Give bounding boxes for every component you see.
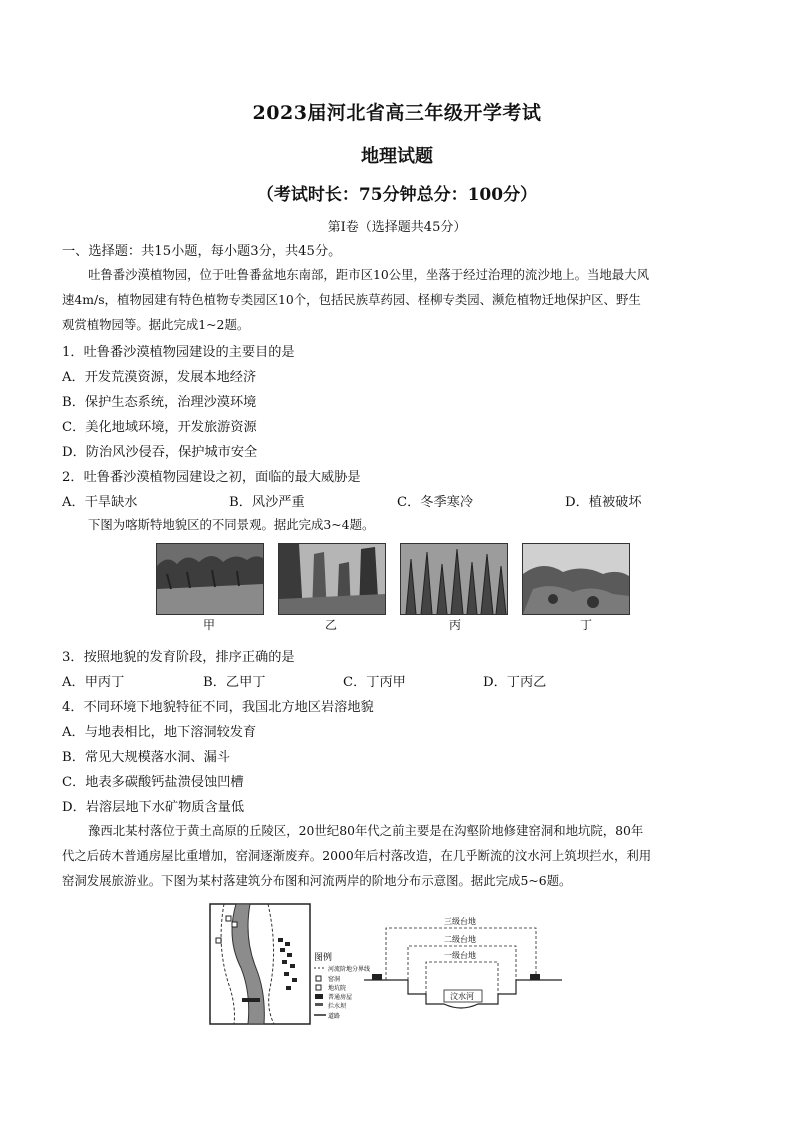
legend-item-dikengyuan: 地坑院 <box>328 986 347 992</box>
terrace-3-label: 三级台地 <box>444 917 476 926</box>
question-4-option-c[interactable]: C．地表多碳酸钙盐溃侵蚀凹槽 <box>62 775 244 790</box>
legend-item-yaodong: 窑洞 <box>328 977 341 983</box>
karst-photo-yi <box>278 543 386 615</box>
question-3-option-c[interactable]: C．丁丙甲 <box>343 675 406 690</box>
village-figure <box>186 898 606 1026</box>
question-1-stem: 1．吐鲁番沙漠植物园建设的主要目的是 <box>62 345 295 360</box>
question-3-option-d[interactable]: D．丁丙乙 <box>483 675 547 690</box>
legend-item-dam: 拦水坝 <box>328 1004 347 1010</box>
legend-dikengyuan-swatch <box>316 985 321 990</box>
photo-label-bing: 丙 <box>449 618 462 632</box>
passage-2: 下图为喀斯特地貌区的不同景观。据此完成3~4题。 <box>88 517 375 532</box>
question-3-option-b[interactable]: B．乙甲丁 <box>203 675 266 690</box>
exam-title: 2023届河北省高三年级开学考试 <box>252 102 542 124</box>
karst-photo-jia <box>156 543 264 615</box>
karst-photo-ding <box>522 543 630 615</box>
exam-meta: （考试时长：75分钟总分：100分） <box>256 185 538 205</box>
question-3-stem: 3．按照地貌的发育阶段，排序正确的是 <box>62 650 295 665</box>
river-label: 汶水河 <box>450 992 474 1001</box>
passage-1-line-3: 观赏植物园等。据此完成1~2题。 <box>62 317 250 332</box>
terrace-house-right <box>530 974 540 980</box>
photo-label-jia: 甲 <box>203 618 216 632</box>
legend-item-road: 道路 <box>328 1014 341 1020</box>
question-4-stem: 4．不同环境下地貌特征不同，我国北方地区岩溶地貌 <box>62 700 374 715</box>
legend-item-boundary: 河流阶地分界线 <box>328 967 371 973</box>
passage-3-line-1: 豫西北某村落位于黄土高原的丘陵区，20世纪80年代之前主要是在沟壑阶地修建窑洞和地坑院，80年 <box>88 823 644 838</box>
terrace-house-left <box>372 974 382 980</box>
question-1-option-b[interactable]: B．保护生态系统，治理沙漠环境 <box>62 395 257 410</box>
passage-1-line-2: 速4m/s，植物园建有特色植物专类园区10个，包括民族草药园、柽柳专类园、濒危植物迁地保护区、野生 <box>62 292 641 307</box>
question-4-option-d[interactable]: D．岩溶层地下水矿物质含量低 <box>62 800 245 815</box>
village-figure-svg <box>186 898 606 1026</box>
terrace-1-label: 一级台地 <box>444 951 476 960</box>
legend-item-house: 普通房屋 <box>328 995 353 1001</box>
question-2-option-a[interactable]: A．干旱缺水 <box>62 495 138 510</box>
question-4-option-a[interactable]: A．与地表相比，地下溶洞较发育 <box>62 725 257 740</box>
question-1-option-a[interactable]: A．开发荒漠资源，发展本地经济 <box>62 370 257 385</box>
passage-3 <box>62 818 732 893</box>
passage-1-line-1: 吐鲁番沙漠植物园，位于吐鲁番盆地东南部，距市区10公里，坐落于经过治理的流沙地上。当地最大风 <box>88 267 649 282</box>
question-1-option-d[interactable]: D．防治风沙侵吞，保护城市安全 <box>62 445 258 460</box>
question-1-option-c[interactable]: C．美化地域环境，开发旅游资源 <box>62 420 257 435</box>
legend-yaodong-swatch <box>316 976 321 981</box>
photo-label-ding: 丁 <box>580 618 593 632</box>
passage-1 <box>62 262 732 337</box>
legend-title: 图例 <box>314 952 333 962</box>
passage-3-line-2: 代之后砖木普通房屋比重增加，窑洞逐渐废弃。2000年后村落改造，在几乎断流的汶水河上筑坝拦水，利用 <box>62 848 652 863</box>
photo-label-yi: 乙 <box>325 618 338 632</box>
question-3-option-a[interactable]: A．甲丙丁 <box>62 675 125 690</box>
legend-house-swatch <box>315 994 323 999</box>
dam-mark <box>242 998 260 1002</box>
exam-subtitle: 地理试题 <box>361 146 433 167</box>
question-2-option-c[interactable]: C．冬季寒冷 <box>397 495 474 510</box>
passage-3-line-3: 窑洞发展旅游业。下图为某村落建筑分布图和河流两岸的阶地分布示意图。据此完成5~6题。 <box>62 873 572 888</box>
section-heading: 一、选择题：共15小题，每小题3分，共45分。 <box>62 244 342 259</box>
question-2-option-d[interactable]: D．植被破坏 <box>565 495 642 510</box>
question-2-option-b[interactable]: B．风沙严重 <box>229 495 305 510</box>
question-2-stem: 2．吐鲁番沙漠植物园建设之初，面临的最大威胁是 <box>62 470 361 485</box>
part-heading: 第Ⅰ卷（选择题共45分） <box>327 220 467 235</box>
legend-dam-swatch <box>315 1003 323 1006</box>
terrace-2-label: 二级台地 <box>444 935 476 944</box>
question-4-option-b[interactable]: B．常见大规模落水洞、漏斗 <box>62 750 230 765</box>
karst-photo-bing <box>400 543 508 615</box>
